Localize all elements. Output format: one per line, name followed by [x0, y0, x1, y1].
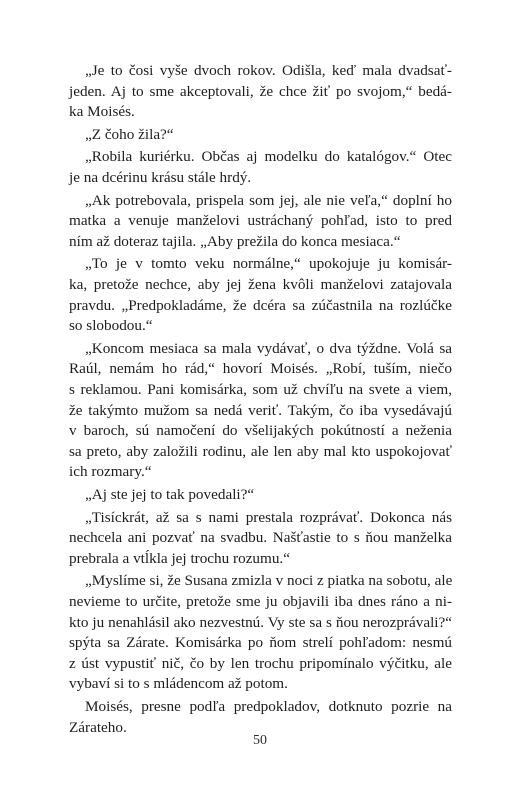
text-line: nevieme to určite, pretože sme ju objavili iba dnes ráno a ni-	[69, 593, 452, 610]
page-number: 50	[253, 733, 267, 748]
text-line: Moisés, presne podľa predpokladov, dotknuto pozrie na	[85, 698, 452, 715]
text-line: ka Moisés.	[69, 103, 135, 121]
text-line: „Koncom mesiaca sa mala vydávať, o dva týždne. Volá sa	[85, 339, 452, 357]
text-line: „Tisíckrát, až sa s nami prestala rozprávať. Dokonca nás	[85, 508, 452, 526]
text-line: jeden. Aj to sme akceptovali, že chce žiť po svojom,“ bedá-	[69, 82, 452, 100]
text-line: prebrala a vtĺkla jej trochu rozumu.“	[69, 549, 290, 567]
text-line: pravdu. „Predpokladáme, že dcéra sa zúčastnila na rozlúčke	[69, 296, 452, 314]
text-line: „To je v tomto veku normálne,“ upokojuje ju komisár-	[85, 255, 452, 273]
text-line: sa preto, aby založili rodinu, ale len aby mal kto uspokojovať	[69, 442, 452, 460]
text-line: „Ak potrebovala, prispela som jej, ale nie veľa,“ doplní ho	[85, 191, 452, 209]
text-line: že takýmto mužom sa nedá veriť. Takým, čo iba vysedávajú	[69, 401, 452, 419]
text-line: v baroch, sú namočení do všelijakých pokútností a neženia	[69, 422, 452, 440]
text-line: kto ju nenahlásil ako nezvestnú. Vy ste sa s ňou nerozprávali?“	[69, 613, 452, 631]
text-line: spýta sa Zárate. Komisárka po ňom strelí pohľadom: nesmú	[69, 634, 452, 652]
text-line: „Z čoho žila?“	[85, 125, 174, 143]
text-line: Raúl, nemám ho rád,“ hovorí Moisés. „Robí, tuším, niečo	[69, 360, 452, 378]
text-line: ka, pretože nechce, aby jej žena kvôli manželovi zatajovala	[69, 276, 452, 293]
text-line: „Robila kuriérku. Občas aj modelku do katalógov.“ Otec	[85, 148, 452, 166]
text-line: „Je to čosi vyše dvoch rokov. Odišla, keď mala dvadsať-	[85, 62, 452, 79]
text-line: so slobodou.“	[69, 317, 153, 335]
text-line: matka a venuje manželovi ustráchaný pohľad, isto to pred	[69, 212, 452, 230]
text-line: z úst vypustiť nič, čo by len trochu pripomínalo výčitku, ale	[69, 654, 452, 672]
text-line: „Aj ste jej to tak povedali?“	[85, 486, 255, 503]
text-line: Zárateho.	[69, 718, 127, 736]
text-line: ním až doteraz tajila. „Aby prežila do konca mesiaca.“	[69, 232, 401, 250]
text-line: ich rozmary.“	[69, 463, 152, 481]
text-line: nechcela ani pozvať na svadbu. Našťastie to s ňou manželka	[69, 529, 452, 547]
text-line: vybaví si to s mládencom až potom.	[69, 675, 288, 693]
text-line: „Myslíme si, že Susana zmizla v noci z piatka na sobotu, ale	[85, 572, 453, 590]
text-line: je na dcérinu krásu stále hrdý.	[69, 169, 252, 186]
text-line: s reklamou. Pani komisárka, som už chvíľu na svete a viem,	[69, 381, 452, 398]
